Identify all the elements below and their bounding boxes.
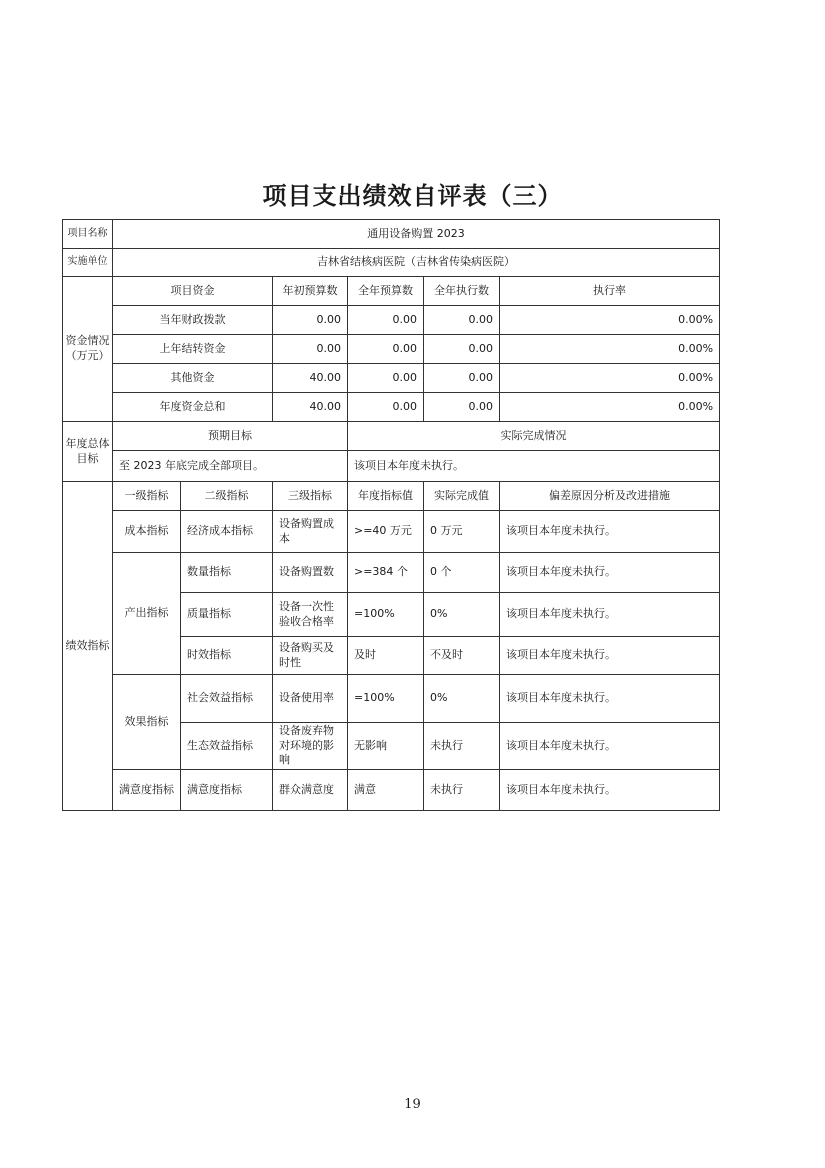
indicator-reason: 该项目本年度未执行。 <box>500 770 720 811</box>
indicator-actual: 0 个 <box>424 553 500 593</box>
performance-header: 偏差原因分析及改进措施 <box>500 482 720 511</box>
funds-header: 项目资金 <box>113 277 273 306</box>
indicator-target: 及时 <box>348 637 424 675</box>
fund-rate: 0.00% <box>500 393 720 422</box>
indicator-level3: 设备购置数 <box>273 553 348 593</box>
indicator-level3: 设备购置成本 <box>273 511 348 553</box>
funds-row <box>63 335 720 364</box>
fund-rate: 0.00% <box>500 364 720 393</box>
goals-row <box>63 451 720 482</box>
funds-header: 执行率 <box>500 277 720 306</box>
indicator-target: 无影响 <box>348 723 424 770</box>
page-number: 19 <box>404 1097 421 1112</box>
indicator-actual: 未执行 <box>424 770 500 811</box>
indicator-level3: 设备购买及时性 <box>273 637 348 675</box>
funds-row <box>63 306 720 335</box>
evaluation-table <box>62 219 719 811</box>
goals-header-row <box>63 422 720 451</box>
level1-effect: 效果指标 <box>113 675 181 770</box>
fund-annual: 0.00 <box>348 306 424 335</box>
performance-header: 一级指标 <box>113 482 181 511</box>
performance-header: 年度指标值 <box>348 482 424 511</box>
indicator-target: >=384 个 <box>348 553 424 593</box>
indicator-level2: 生态效益指标 <box>181 723 273 770</box>
project-name-label: 项目名称 <box>63 220 113 249</box>
indicator-level2: 数量指标 <box>181 553 273 593</box>
funds-header-row <box>63 277 720 306</box>
level1-output: 产出指标 <box>113 553 181 675</box>
funds-section-label: 资金情况（万元） <box>63 277 113 422</box>
fund-executed: 0.00 <box>424 364 500 393</box>
goals-section-label: 年度总体目标 <box>63 422 113 482</box>
indicator-reason: 该项目本年度未执行。 <box>500 723 720 770</box>
expected-goal-value: 至 2023 年底完成全部项目。 <box>113 451 348 482</box>
fund-initial: 40.00 <box>273 364 348 393</box>
indicator-actual: 0 万元 <box>424 511 500 553</box>
indicator-target: =100% <box>348 593 424 637</box>
indicator-row <box>63 553 720 593</box>
actual-result-value: 该项目本年度未执行。 <box>348 451 720 482</box>
indicator-row <box>63 770 720 811</box>
fund-annual: 0.00 <box>348 364 424 393</box>
page-title: 项目支出绩效自评表（三） <box>262 181 563 210</box>
indicator-target: >=40 万元 <box>348 511 424 553</box>
performance-header: 三级指标 <box>273 482 348 511</box>
expected-goal-header: 预期目标 <box>113 422 348 451</box>
indicator-target: =100% <box>348 675 424 723</box>
indicator-level2: 时效指标 <box>181 637 273 675</box>
performance-header-row <box>63 482 720 511</box>
indicator-actual: 未执行 <box>424 723 500 770</box>
fund-annual: 0.00 <box>348 393 424 422</box>
project-name-row <box>63 220 720 249</box>
funds-header: 全年执行数 <box>424 277 500 306</box>
performance-section-label: 绩效指标 <box>63 482 113 811</box>
indicator-reason: 该项目本年度未执行。 <box>500 675 720 723</box>
level1-cost: 成本指标 <box>113 511 181 553</box>
funds-row <box>63 393 720 422</box>
performance-header: 实际完成值 <box>424 482 500 511</box>
fund-name: 其他资金 <box>113 364 273 393</box>
indicator-level3: 设备使用率 <box>273 675 348 723</box>
indicator-level2: 经济成本指标 <box>181 511 273 553</box>
indicator-reason: 该项目本年度未执行。 <box>500 511 720 553</box>
indicator-level3: 设备一次性验收合格率 <box>273 593 348 637</box>
indicator-reason: 该项目本年度未执行。 <box>500 637 720 675</box>
indicator-reason: 该项目本年度未执行。 <box>500 553 720 593</box>
funds-header: 年初预算数 <box>273 277 348 306</box>
level1-satisfaction: 满意度指标 <box>113 770 181 811</box>
project-name-value: 通用设备购置 2023 <box>113 220 720 249</box>
indicator-level2: 社会效益指标 <box>181 675 273 723</box>
unit-label: 实施单位 <box>63 249 113 277</box>
indicator-target: 满意 <box>348 770 424 811</box>
fund-name: 上年结转资金 <box>113 335 273 364</box>
funds-header: 全年预算数 <box>348 277 424 306</box>
fund-rate: 0.00% <box>500 335 720 364</box>
unit-row <box>63 249 720 277</box>
unit-value: 吉林省结核病医院（吉林省传染病医院） <box>113 249 720 277</box>
actual-result-header: 实际完成情况 <box>348 422 720 451</box>
indicator-actual: 不及时 <box>424 637 500 675</box>
fund-name: 当年财政拨款 <box>113 306 273 335</box>
indicator-level3: 设备废弃物对环境的影响 <box>273 723 348 770</box>
indicator-actual: 0% <box>424 675 500 723</box>
fund-annual: 0.00 <box>348 335 424 364</box>
fund-rate: 0.00% <box>500 306 720 335</box>
fund-name: 年度资金总和 <box>113 393 273 422</box>
fund-executed: 0.00 <box>424 306 500 335</box>
indicator-row <box>63 511 720 553</box>
performance-header: 二级指标 <box>181 482 273 511</box>
fund-executed: 0.00 <box>424 335 500 364</box>
indicator-level2: 质量指标 <box>181 593 273 637</box>
fund-executed: 0.00 <box>424 393 500 422</box>
indicator-actual: 0% <box>424 593 500 637</box>
fund-initial: 0.00 <box>273 306 348 335</box>
fund-initial: 0.00 <box>273 335 348 364</box>
funds-row <box>63 364 720 393</box>
fund-initial: 40.00 <box>273 393 348 422</box>
indicator-row <box>63 675 720 723</box>
indicator-level3: 群众满意度 <box>273 770 348 811</box>
indicator-reason: 该项目本年度未执行。 <box>500 593 720 637</box>
indicator-level2: 满意度指标 <box>181 770 273 811</box>
